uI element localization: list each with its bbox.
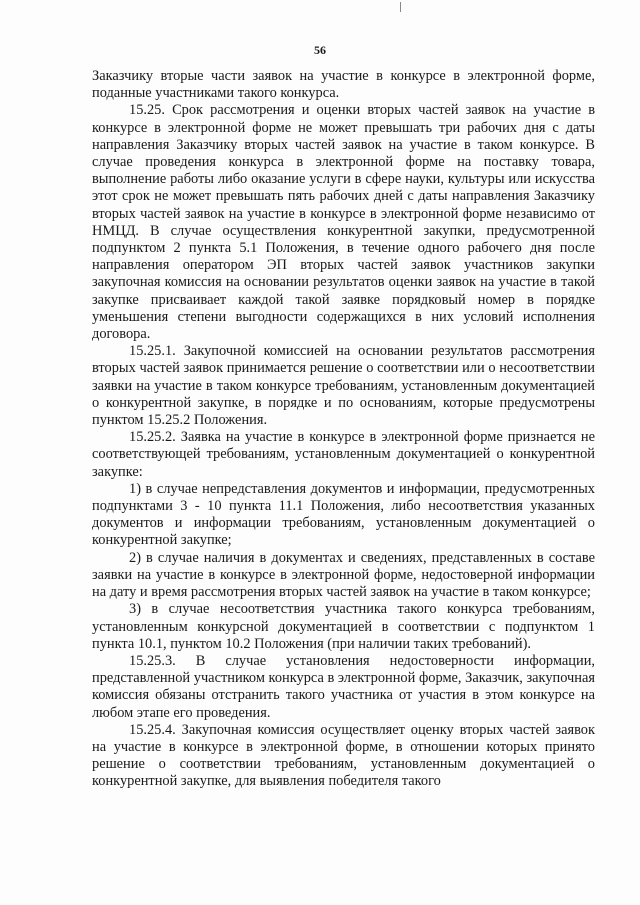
paragraph-continuation: Заказчику вторые части заявок на участие в конкурсе в электронной форме, поданные участниками такого конкурса. [92, 68, 595, 102]
paragraph-15-25-1: 15.25.1. Закупочной комиссией на основании результатов рассмотрения вторых частей заявок принимается решение о соответствии или о несоответствии заявки на участие в таком конкурсе требованиям, установленным документацией о конкурентной закупке, в порядке и по основаниям, которые предусмотрены пунктом 15.25.2 Положения. [92, 343, 595, 429]
list-item-1: 1) в случае непредставления документов и информации, предусмотренных подпунктами 3 - 10 пункта 11.1 Положения, либо несоответствия указанных документов и информации требованиям, установленным документацией о конкурентной закупке; [92, 480, 595, 549]
page-number: 56 [314, 43, 326, 57]
paragraph-15-25-3: 15.25.3. В случае установления недостоверности информации, представленной участником конкурса в электронной форме, Заказчик, закупочная комиссия обязаны отстранить такого участника от участия в этом конкурсе на любом этапе его проведения. [92, 652, 595, 721]
paragraph-15-25-4: 15.25.4. Закупочная комиссия осуществляет оценку вторых частей заявок на участие в конкурсе в электронной форме, в отношении которых принято решение о соответствии требованиям, установленным документацией о конкурентной закупке, для выявления победителя такого [92, 721, 595, 790]
paragraph-15-25-2: 15.25.2. Заявка на участие в конкурсе в электронной форме признается не соответствующей требованиям, установленным документацией о конкурентной закупке: [92, 429, 595, 480]
list-item-3: 3) в случае несоответствия участника такого конкурса требованиям, установленным конкурсной документацией в соответствии с подпунктом 1 пункта 10.1, пунктом 10.2 Положения (при наличии таких требований). [92, 601, 595, 652]
list-item-2: 2) в случае наличия в документах и сведениях, представленных в составе заявки на участие в конкурсе в электронной форме, недостоверной информации на дату и время рассмотрения вторых частей заявок на участие в таком конкурсе; [92, 549, 595, 601]
document-body [92, 68, 595, 791]
scan-artifact [400, 2, 401, 12]
paragraph-15-25: 15.25. Срок рассмотрения и оценки вторых частей заявок на участие в конкурсе в электронной форме не может превышать три рабочих дня с даты направления Заказчику вторых частей заявок на участие в таком конкурсе. В случае проведения конкурса в электронной форме на поставку товара, выполнение работы либо оказание услуги в сфере науки, культуры или искусства этот срок не может превышать пять рабочих дней с даты направления Заказчику вторых частей заявок на участие в конкурсе в электронной форме независимо от НМЦД. В случае осуществления конкурентной закупки, предусмотренной подпунктом 2 пункта 5.1 Положения, в течение одного рабочего дня после направления оператором ЭП вторых частей заявок участников закупки закупочная комиссия на основании результатов оценки заявок на участие в такой закупке присваивает каждой такой заявке порядковый номер в порядке уменьшения степени выгодности содержащихся в них условий исполнения договора. [92, 102, 595, 343]
